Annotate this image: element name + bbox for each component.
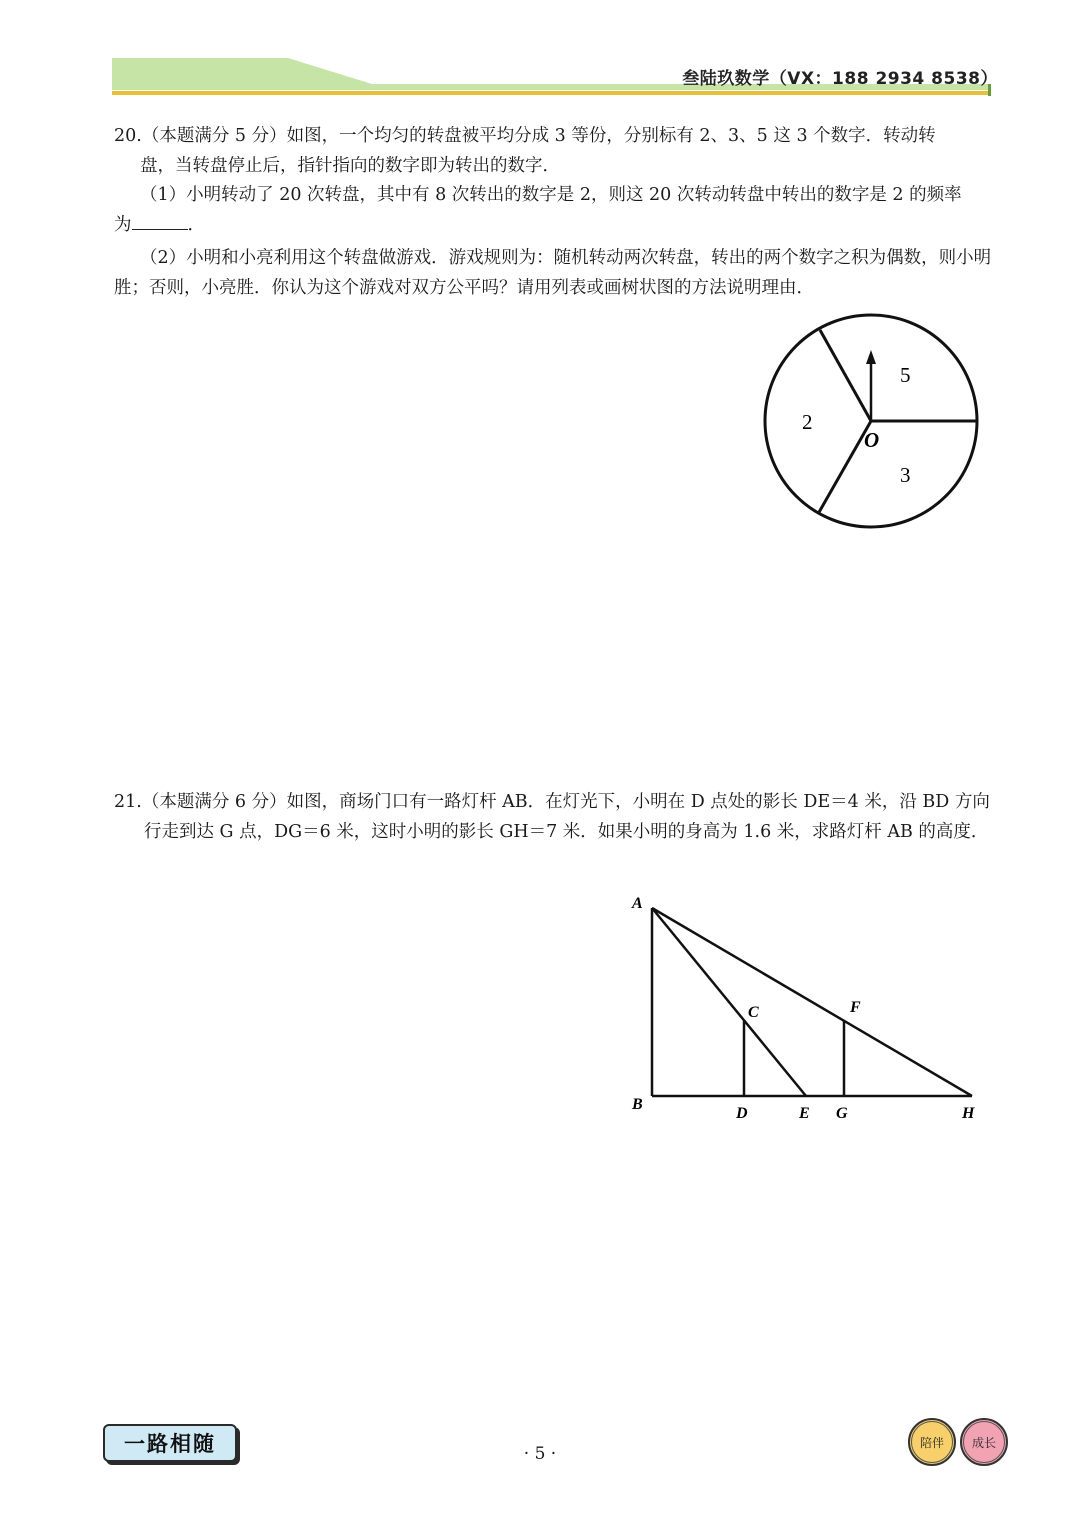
spinner-pointer-arrow <box>866 350 876 364</box>
label-A: A <box>632 895 643 912</box>
label-D: D <box>736 1105 748 1122</box>
label-E: E <box>799 1105 810 1122</box>
problem-20-line2: 盘，当转盘停止后，指针指向的数字即为转出的数字． <box>140 155 560 176</box>
problem-20 <box>114 122 996 303</box>
spinner-label-5: 5 <box>900 363 911 387</box>
problem-21-text: 21.（本题满分 6 分）如图，商场门口有一路灯杆 AB．在灯光下，小明在 D 点处的影长 DE＝4 米，沿 BD 方向行走到达 G 点，DG＝6 米，这时小明的影长 GH＝7 米．如果小明的身高为 1.6 米，求路灯杆 AB 的高度． <box>114 792 990 842</box>
spinner-figure <box>760 312 984 534</box>
problem-20-part1-prefix: 为 <box>114 214 132 235</box>
stamp-right-label: 成长 <box>963 1421 1005 1463</box>
header-title: 叁陆玖数学（VX：188 2934 8538） <box>682 69 998 89</box>
label-G: G <box>836 1105 848 1122</box>
problem-21 <box>114 788 996 847</box>
spinner-label-2: 2 <box>802 410 813 434</box>
label-C: C <box>748 1004 759 1021</box>
stamp-left <box>908 1418 956 1466</box>
page-number: · 5 · <box>523 1444 557 1464</box>
problem-20-line1: 20.（本题满分 5 分）如图，一个均匀的转盘被平均分成 3 等份，分别标有 2、3、5 这 3 个数字．转动转 <box>114 126 936 146</box>
header-yellow-line <box>112 91 990 95</box>
spinner-label-3: 3 <box>900 463 911 487</box>
stamp-right <box>960 1418 1008 1466</box>
stamp-left-label: 陪伴 <box>911 1421 953 1463</box>
lamp-post-figure <box>626 890 986 1124</box>
problem-20-part2: （2）小明和小亮利用这个转盘做游戏．游戏规则为：随机转动两次转盘，转出的两个数字之积为偶数，则小明胜；否则，小亮胜．你认为这个游戏对双方公平吗？请用列表或画树状图的方法说明理由． <box>114 248 992 298</box>
line-AE <box>652 908 806 1096</box>
label-B: B <box>632 1096 643 1113</box>
label-H: H <box>962 1105 975 1122</box>
label-F: F <box>850 999 861 1016</box>
answer-blank[interactable] <box>132 211 188 230</box>
spinner-divider-upper <box>820 330 871 421</box>
footer-badge: 一路相随 <box>103 1424 237 1462</box>
problem-20-part1-suffix: ． <box>187 214 205 235</box>
problem-20-part1-answer-line <box>114 211 996 241</box>
spinner-label-center: O <box>864 428 880 452</box>
problem-20-part1: （1）小明转动了 20 次转盘，其中有 8 次转出的数字是 2，则这 20 次转动转盘中转出的数字是 2 的频率 <box>140 185 962 205</box>
line-AH <box>652 908 972 1096</box>
